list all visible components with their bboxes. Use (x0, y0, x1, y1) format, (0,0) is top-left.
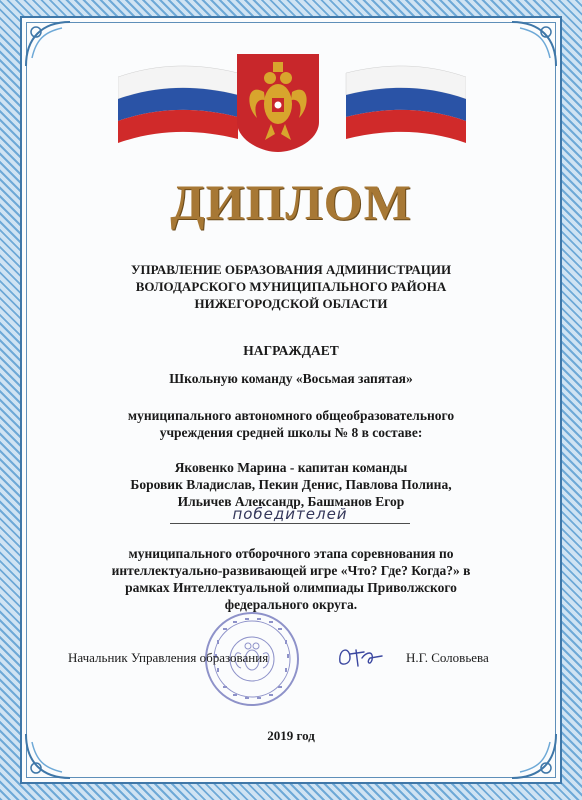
issuer-line-2: ВОЛОДАРСКОГО МУНИЦИПАЛЬНОГО РАЙОНА (135, 279, 447, 294)
school-line-1: муниципального автономного общеобразовательного (127, 408, 455, 423)
signer-title: Начальник Управления образования (68, 650, 269, 665)
handwritten-result: победителей (170, 505, 410, 524)
corner-ornament-icon (508, 18, 560, 70)
issue-year: 2019 год (267, 728, 315, 743)
corner-ornament-icon (22, 18, 74, 70)
event-line-4: федерального округа. (224, 597, 358, 612)
event-line-2: интеллектуально-развивающей игре «Что? Где? Когда?» в (111, 563, 471, 578)
diploma-title: ДИПЛОМ (170, 174, 412, 230)
school-line-2: учреждения средней школы № 8 в составе: (159, 425, 423, 440)
issuer-line-3: НИЖЕГОРОДСКОЙ ОБЛАСТИ (194, 296, 388, 311)
team-name: Школьную команду «Восьмая запятая» (169, 371, 413, 386)
awards-heading: НАГРАЖДАЕТ (243, 343, 339, 358)
event-line-1: муниципального отборочного этапа соревнования по (128, 546, 454, 561)
member-line-2: Боровик Владислав, Пекин Денис, Павлова Полина, (130, 477, 452, 492)
handwritten-signature (336, 640, 388, 670)
issuer-line-1: УПРАВЛЕНИЕ ОБРАЗОВАНИЯ АДМИНИСТРАЦИИ (130, 262, 452, 277)
member-line-1: Яковенко Марина - капитан команды (174, 460, 408, 475)
russian-coat-of-arms-icon (235, 52, 321, 154)
member-line-3: Ильичев Александр, Башманов Егор (177, 494, 405, 509)
event-line-3: рамках Интеллектуальной олимпиады Приволжского (125, 580, 457, 595)
signer-name: Н.Г. Соловьева (406, 650, 489, 665)
